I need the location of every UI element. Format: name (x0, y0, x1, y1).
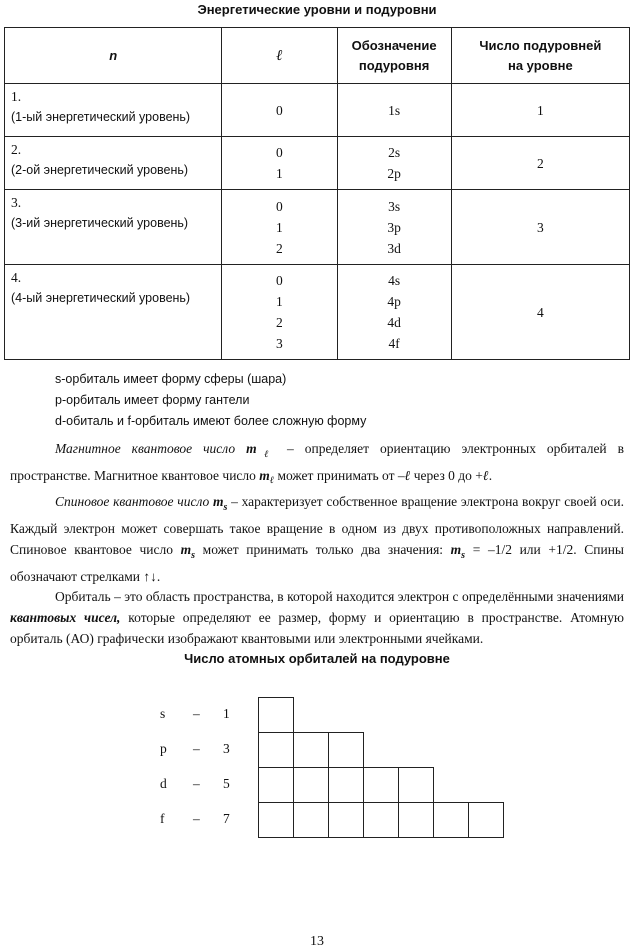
orbital-cell (258, 732, 294, 768)
subshell-cell (337, 265, 451, 360)
level-description: (4-ый энергетический уровень) (11, 291, 191, 305)
subshell-value: 3p (387, 219, 401, 235)
magnetic-paragraph: Магнитное квантовое число $m_\ell$ – определяет ориентацию электронных орбиталей в пространстве. Магнитное квантовое число $m_\ell$ может принимать от –ℓ через 0 до +ℓ. Спиновое квантовое число $m_s$ – характеризует собственное вращение электрона вокруг своей оси. Каждый электрон может совершать такое вращение в одном из двух противоположных направлений. Спиновое квантовое число $m_s$ может принимать только два значения: $m_s = -1/2$ или +1/2. Спины обозначают стрелками ↑↓. (10, 441, 625, 584)
level-number: 1. (11, 89, 22, 104)
l-value: 2 (276, 240, 283, 256)
orbital-cell (328, 802, 364, 838)
orbital-cell (398, 802, 434, 838)
subshell-value: 4d (387, 315, 401, 330)
table-header-row (5, 28, 630, 84)
subshell-label: p (160, 741, 167, 756)
count-cell: 2 (451, 137, 629, 190)
orbital-cell (258, 697, 294, 733)
list-item: d-обиталь и f-орбиталь имеют более сложную форму (55, 414, 367, 428)
orbital-cell (293, 732, 329, 768)
table-row (5, 137, 630, 190)
level-cell (5, 265, 222, 360)
page-title: Энергетические уровни и подуровни (197, 2, 437, 17)
count-cell: 1 (451, 84, 629, 137)
orbital-cell (293, 802, 329, 838)
orbital-cell (433, 802, 469, 838)
count-cell: 4 (451, 265, 629, 360)
l-value: 1 (276, 219, 283, 235)
subshell-value: 3d (387, 240, 401, 256)
subshell-value: 4p (387, 294, 401, 309)
orbitals-title: Число атомных орбиталей на подуровне (184, 651, 450, 666)
orbital-cell (363, 767, 399, 803)
dash: – (193, 741, 200, 756)
orbital-cell (363, 802, 399, 838)
list-item: s-орбиталь имеет форму сферы (шара) (55, 372, 287, 386)
l-value: 0 (276, 102, 283, 118)
subshell-label: d (160, 776, 167, 791)
l-value: 0 (276, 198, 283, 214)
subshell-cell (337, 190, 451, 265)
dash: – (193, 706, 200, 721)
subshell-label: f (160, 811, 165, 826)
orbital-row-label (160, 741, 250, 761)
orbital-cell (328, 767, 364, 803)
subshell-value: 3s (388, 198, 401, 214)
orbital-cell (398, 767, 434, 803)
table-row (5, 190, 630, 265)
orbital-count: 7 (223, 811, 230, 826)
l-cell (222, 137, 337, 190)
level-description: (1-ый энергетический уровень) (11, 110, 191, 124)
l-value: 0 (276, 273, 283, 288)
orbital-row-label (160, 706, 250, 726)
subshell-value: 2p (387, 166, 401, 181)
orbital-shapes-list (55, 369, 366, 432)
orbital-row-label (160, 811, 250, 831)
subshell-cell (337, 84, 451, 137)
subshell-value: 4s (388, 273, 401, 288)
orbital-count: 1 (223, 706, 230, 721)
l-cell (222, 265, 337, 360)
l-value: 1 (276, 294, 283, 309)
subshell-value: 1s (388, 102, 401, 118)
subshell-cell (337, 137, 451, 190)
table-row (5, 265, 630, 360)
orbital-cell (468, 802, 504, 838)
orbital-definition-paragraph: Орбиталь – это область пространства, в которой находится электрон с определёнными значениями квантовых чисел, которые определяют ее размер, форму и ориентацию в пространстве. Атомную орбиталь (АО) графически изображают квантовыми или электронными ячейками. (10, 589, 624, 646)
page-number: 13 (310, 934, 324, 949)
header-n: n (5, 28, 222, 84)
count-cell: 3 (451, 190, 629, 265)
orbital-cell (258, 767, 294, 803)
l-value: 0 (276, 145, 283, 160)
level-cell (5, 84, 222, 137)
level-cell (5, 137, 222, 190)
orbital-cell (258, 802, 294, 838)
l-value: 1 (276, 166, 283, 181)
level-number: 4. (11, 270, 22, 285)
orbital-cell (293, 767, 329, 803)
l-value: 2 (276, 315, 283, 330)
level-cell (5, 190, 222, 265)
level-number: 3. (11, 195, 22, 210)
level-description: (2-ой энергетический уровень) (11, 163, 189, 177)
header-l: ℓ (222, 28, 337, 84)
l-cell (222, 84, 337, 137)
list-item: p-орбиталь имеет форму гантели (55, 393, 250, 407)
header-subshell: Обозначение подуровня (337, 28, 451, 84)
levels-table (4, 27, 630, 360)
subshell-value: 2s (388, 145, 401, 160)
level-number: 2. (11, 142, 22, 157)
l-cell (222, 190, 337, 265)
level-description: (3-ий энергетический уровень) (11, 216, 189, 230)
header-count: Число подуровней на уровне (451, 28, 629, 84)
dash: – (193, 811, 200, 826)
subshell-label: s (160, 706, 166, 721)
subshell-value: 4f (388, 336, 400, 351)
table-row (5, 84, 630, 137)
l-value: 3 (276, 336, 283, 351)
dash: – (193, 776, 200, 791)
orbital-row-label (160, 776, 250, 796)
orbital-count: 5 (223, 776, 230, 791)
orbital-count: 3 (223, 741, 230, 756)
orbital-cell (328, 732, 364, 768)
